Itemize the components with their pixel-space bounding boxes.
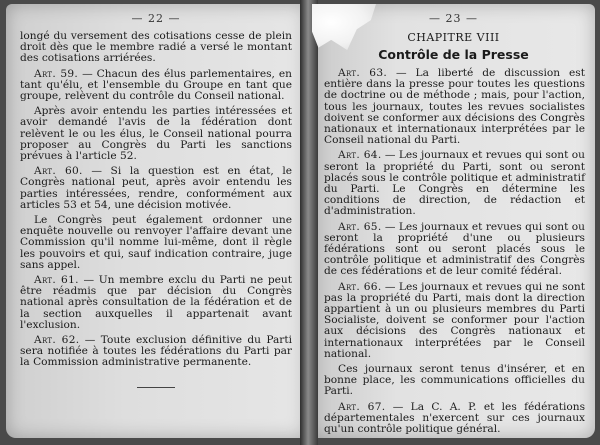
page-number-right: — 23 — [429, 12, 478, 25]
right-page-text [312, 68, 595, 435]
page-number-left: — 22 — [131, 12, 181, 25]
article-64: Art. 64. — Les journaux et revues qui sont ou seront la propriété du Parti, sont ou seront placés sous le contrôle politique et administratif du Parti. Le Congrès en détermine les conditions de direction, de rédaction et d'administration. [324, 149, 585, 218]
article-65: Art. 65. — Les journaux et revues qui sont ou seront la propriété d'une ou plusieurs fédérations sont ou seront placés sous le contrôle politique et administratif des Congrès de ces fédérations et de leur comité fédéral. [324, 220, 585, 278]
article-59: Art. 59. — Chacun des élus parlementaires, en tant qu'élu, et l'ensemble du Groupe en tant que groupe, relèvent du contrôle du Conseil national. [20, 67, 292, 103]
article-60: Art. 60. — Si la question est en état, le Congrès national peut, après avoir entendu les parties intéressées, rendre, conformément aux articles 53 et 54, une décision motivée. [20, 165, 292, 211]
paragraph: Le Congrès peut également ordonner une enquête nouvelle ou renvoyer l'affaire devant une Commission qu'il nomme lui-même, dont il règle les pouvoirs et qui, sauf indication contraire, juge sans appel. [20, 214, 292, 271]
article-61: Art. 61. — Un membre exclu du Parti ne peut être réadmis que par décision du Congrès national après consultation de la fédération et de la section auxquelles il appartenait avant l'exclusion. [20, 274, 293, 331]
article-62: Art. 62. — Toute exclusion définitive du Parti sera notifiée à toutes les fédérations du Parti par la Commission administrative permanente. [20, 334, 292, 369]
paragraph: Ces journaux seront tenus d'insérer, et en bonne place, les communications officielles du Parti. [324, 363, 585, 398]
left-page-text [6, 31, 306, 388]
article-67: Art. 67. — La C. A. P. et les fédérations départementales n'exercent sur ces journaux qu'un contrôle politique général. [324, 400, 585, 436]
right-page [312, 4, 595, 438]
chapter-label: CHAPITRE VIII [407, 31, 500, 44]
chapter-heading: Contrôle de la Presse [378, 47, 529, 62]
article-66: Art. 66. — Les journaux et revues qui ne sont pas la propriété du Parti, mais dont la direction appartient à un ou plusieurs membres du Parti Socialiste, doivent se conformer pour l'action aux décisions des Congrès nationaux et internationaux interprétées par le Conseil national. [324, 280, 585, 360]
article-63: Art. 63. — La liberté de discussion est entière dans la presse pour toutes les questions de doctrine ou de méthode ; mais, pour l'action, tous les journaux, toutes les revues socialistes doivent se conformer aux décisions des Congrès nationaux et internationaux interprétées par le Conseil national du Parti. [324, 67, 586, 147]
end-rule [137, 387, 175, 388]
book-gutter [300, 0, 318, 445]
paragraph: Après avoir entendu les parties intéressées et avoir demandé l'avis de la fédération dont relèvent le ou les élus, le Conseil national pourra proposer au Congrès du Parti les sanctions prévues à l'article 52. [20, 105, 292, 163]
left-page [6, 4, 306, 438]
paragraph: longé du versement des cotisations cesse de plein droit dès que le membre radié a versé le montant des cotisations arriérées. [20, 30, 292, 65]
